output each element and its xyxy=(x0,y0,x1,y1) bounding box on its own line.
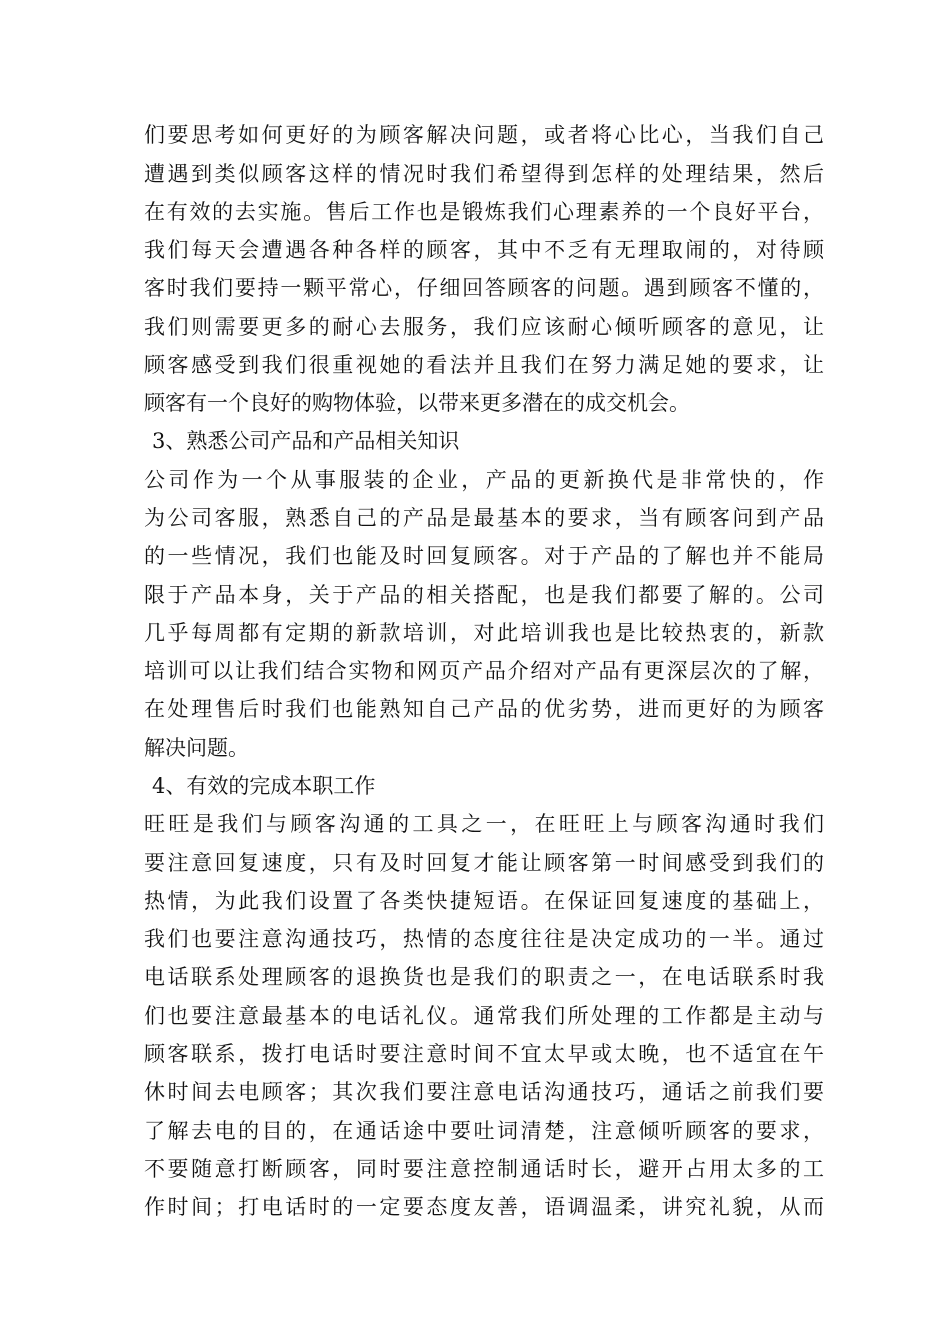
body-text-line: 为公司客服，熟悉自己的产品是最基本的要求，当有顾客问到产品 xyxy=(144,506,824,530)
body-text-line: 我们也要注意沟通技巧，热情的态度往往是决定成功的一半。通过 xyxy=(144,927,824,951)
section-heading-4: 4、有效的完成本职工作 xyxy=(152,774,376,798)
body-text-line: 们要思考如何更好的为顾客解决问题，或者将心比心，当我们自己 xyxy=(144,123,824,147)
body-text-line: 公司作为一个从事服装的企业，产品的更新换代是非常快的，作 xyxy=(144,468,824,492)
body-text-line: 顾客联系，拨打电话时要注意时间不宜太早或太晚，也不适宜在午 xyxy=(144,1042,824,1066)
body-text-line: 休时间去电顾客；其次我们要注意电话沟通技巧，通话之前我们要 xyxy=(144,1080,824,1104)
body-text-line: 培训可以让我们结合实物和网页产品介绍对产品有更深层次的了解， xyxy=(144,659,824,683)
body-text-line: 了解去电的目的，在通话途中要吐词清楚，注意倾听顾客的要求， xyxy=(144,1119,824,1143)
body-text-line: 几乎每周都有定期的新款培训，对此培训我也是比较热衷的，新款 xyxy=(144,621,824,645)
body-text-line: 解决问题。 xyxy=(144,736,249,760)
body-text-line: 我们每天会遭遇各种各样的顾客，其中不乏有无理取闹的，对待顾 xyxy=(144,238,824,262)
body-text-line: 不要随意打断顾客，同时要注意控制通话时长，避开占用太多的工 xyxy=(144,1157,824,1181)
body-text-line: 顾客感受到我们很重视她的看法并且我们在努力满足她的要求，让 xyxy=(144,353,824,377)
body-text-line: 我们则需要更多的耐心去服务，我们应该耐心倾听顾客的意见，让 xyxy=(144,315,824,339)
body-text-line: 旺旺是我们与顾客沟通的工具之一，在旺旺上与顾客沟通时我们 xyxy=(144,812,824,836)
body-text-line: 要注意回复速度，只有及时回复才能让顾客第一时间感受到我们的 xyxy=(144,851,824,875)
body-text-line: 顾客有一个良好的购物体验，以带来更多潜在的成交机会。 xyxy=(144,391,690,415)
body-text-line: 作时间；打电话时的一定要态度友善，语调温柔，讲究礼貌，从而 xyxy=(144,1195,824,1219)
body-text-line: 们也要注意最基本的电话礼仪。通常我们所处理的工作都是主动与 xyxy=(144,1004,824,1028)
body-text-line: 客时我们要持一颗平常心，仔细回答顾客的问题。遇到顾客不懂的， xyxy=(144,276,824,300)
body-text-line: 电话联系处理顾客的退换货也是我们的职责之一，在电话联系时我 xyxy=(144,965,824,989)
body-text-line: 在有效的去实施。售后工作也是锻炼我们心理素养的一个良好平台， xyxy=(144,200,824,224)
body-text-line: 遭遇到类似顾客这样的情况时我们希望得到怎样的处理结果，然后 xyxy=(144,162,824,186)
body-text-line: 的一些情况，我们也能及时回复顾客。对于产品的了解也并不能局 xyxy=(144,544,824,568)
body-text-line: 热情，为此我们设置了各类快捷短语。在保证回复速度的基础上， xyxy=(144,889,824,913)
body-text-line: 限于产品本身，关于产品的相关搭配，也是我们都要了解的。公司 xyxy=(144,583,824,607)
section-heading-3: 3、熟悉公司产品和产品相关知识 xyxy=(152,429,460,453)
body-text-line: 在处理售后时我们也能熟知自己产品的优劣势，进而更好的为顾客 xyxy=(144,697,824,721)
